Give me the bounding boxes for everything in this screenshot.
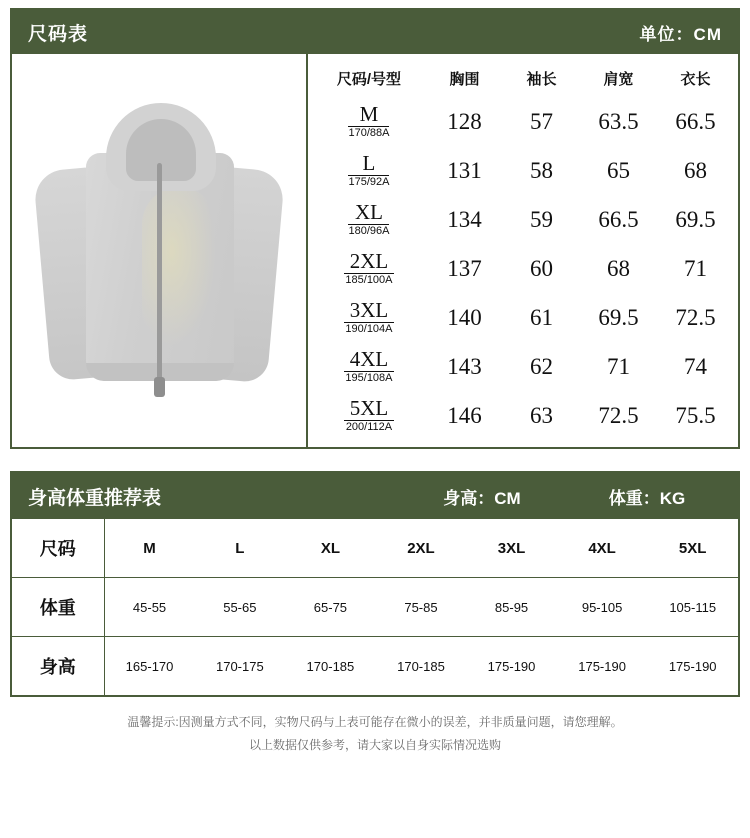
size-chart-panel — [10, 8, 740, 449]
weight-unit-label: 体重：KG — [608, 488, 686, 508]
size-label: M — [348, 103, 389, 127]
cell-bust: 146 — [447, 402, 482, 428]
cell-shoulder: 69.5 — [598, 304, 639, 330]
cell-height: 170-185 — [306, 658, 355, 674]
col-header-shoulder: 肩宽 — [603, 71, 634, 88]
recommend-chart-panel — [10, 471, 740, 697]
recommend-table — [12, 519, 738, 695]
cell-size — [312, 244, 426, 293]
cell-weight: 75-85 — [404, 599, 438, 615]
cell-sleeve: 62 — [529, 353, 553, 379]
size-table-header-row — [312, 60, 734, 97]
cell-shoulder: 71 — [606, 353, 630, 379]
cell-size — [312, 342, 426, 391]
cell-weight: 45-55 — [132, 599, 167, 615]
cell-size — [312, 146, 426, 195]
table-row — [312, 342, 734, 391]
cell-shoulder: 72.5 — [598, 402, 639, 428]
hoodie-print-shade — [142, 187, 216, 347]
cell-size: 2XL — [407, 539, 435, 557]
cell-shoulder: 63.5 — [598, 108, 639, 134]
col-header-length: 衣长 — [680, 71, 711, 88]
cell-height: 175-190 — [578, 658, 626, 674]
cell-weight: 55-65 — [223, 599, 257, 615]
cell-size: 4XL — [588, 539, 616, 557]
cell-weight: 95-105 — [581, 599, 623, 615]
size-chart-body — [12, 54, 738, 447]
table-row — [312, 391, 734, 440]
cell-length: 68 — [683, 157, 707, 183]
cell-sleeve: 57 — [529, 108, 553, 134]
cell-bust: 131 — [447, 157, 482, 183]
table-row-weight — [12, 578, 738, 637]
cell-weight: 65-75 — [313, 599, 348, 615]
cell-height: 165-170 — [125, 658, 174, 674]
col-header-sleeve: 袖长 — [526, 71, 557, 88]
cell-bust: 140 — [447, 304, 482, 330]
size-spec: 175/92A — [348, 176, 390, 189]
size-chart-unit-label: 单位：CM — [639, 24, 722, 44]
table-row-size — [12, 519, 738, 578]
product-image-cell — [12, 54, 308, 447]
cell-weight: 85-95 — [494, 599, 529, 615]
cell-size: 5XL — [678, 539, 707, 557]
cell-sleeve: 60 — [529, 255, 553, 281]
cell-sleeve: 61 — [529, 304, 553, 330]
cell-bust: 137 — [447, 255, 482, 281]
size-spec: 180/96A — [348, 225, 390, 238]
height-unit-label: 身高：CM — [443, 488, 521, 508]
cell-size — [312, 195, 426, 244]
cell-height: 170-175 — [215, 658, 264, 674]
cell-shoulder: 68 — [606, 255, 630, 281]
size-label: 5XL — [344, 397, 395, 421]
cell-height: 170-185 — [397, 658, 445, 674]
size-chart-title: 尺码表 — [28, 23, 89, 45]
size-spec: 200/112A — [345, 421, 393, 434]
note-line-1: 温馨提示:因测量方式不同，实物尺码与上表可能存在微小的误差，并非质量问题，请您理解。 — [127, 715, 623, 729]
note-line-2: 以上数据仅供参考，请大家以自身实际情况选购 — [248, 737, 501, 752]
cell-height: 175-190 — [487, 658, 536, 674]
cell-length: 66.5 — [675, 108, 716, 134]
cell-length: 75.5 — [675, 402, 716, 428]
recommend-chart-header — [12, 473, 738, 519]
hoodie-illustration — [34, 91, 284, 411]
cell-length: 72.5 — [675, 304, 716, 330]
cell-size: L — [235, 539, 245, 557]
cell-sleeve: 63 — [529, 402, 553, 428]
size-label: L — [348, 152, 389, 176]
cell-length: 74 — [683, 353, 707, 379]
hoodie-zipper-pull — [154, 377, 165, 397]
cell-weight: 105-115 — [669, 599, 717, 615]
cell-bust: 128 — [447, 108, 482, 134]
cell-size — [312, 293, 426, 342]
table-row — [312, 97, 734, 146]
cell-size — [312, 391, 426, 440]
cell-size: M — [143, 539, 156, 557]
size-label: XL — [348, 201, 389, 225]
cell-height: 175-190 — [668, 658, 717, 674]
size-spec: 190/104A — [345, 323, 393, 336]
cell-size: XL — [320, 539, 340, 557]
col-header-bust: 胸围 — [449, 71, 480, 88]
col-header-size: 尺码/号型 — [336, 71, 402, 88]
recommend-chart-title: 身高体重推荐表 — [28, 487, 162, 509]
cell-sleeve: 59 — [529, 206, 553, 232]
table-row-height — [12, 637, 738, 696]
size-spec: 185/100A — [345, 274, 393, 287]
size-table-cell — [308, 54, 738, 447]
cell-shoulder: 66.5 — [598, 206, 639, 232]
table-row — [312, 293, 734, 342]
table-row — [312, 244, 734, 293]
panel-spacer — [10, 449, 740, 471]
row-label-weight: 体重 — [12, 578, 104, 637]
table-row — [312, 195, 734, 244]
cell-shoulder: 65 — [606, 157, 630, 183]
size-spec: 170/88A — [348, 127, 390, 140]
cell-bust: 134 — [447, 206, 482, 232]
cell-length: 69.5 — [675, 206, 716, 232]
cell-sleeve: 58 — [529, 157, 553, 183]
table-row — [312, 146, 734, 195]
footer-notes — [10, 711, 740, 757]
cell-bust: 143 — [447, 353, 482, 379]
hoodie-zipper — [157, 163, 162, 383]
row-label-height: 身高 — [12, 637, 104, 696]
size-table — [312, 60, 734, 440]
size-spec: 195/108A — [345, 372, 393, 385]
size-chart-header — [12, 10, 738, 54]
size-label: 4XL — [344, 348, 395, 372]
cell-size — [312, 97, 426, 146]
cell-length: 71 — [683, 255, 707, 281]
size-label: 3XL — [344, 299, 395, 323]
row-label-size: 尺码 — [12, 519, 104, 578]
cell-size: 3XL — [497, 539, 526, 557]
size-label: 2XL — [344, 250, 395, 274]
